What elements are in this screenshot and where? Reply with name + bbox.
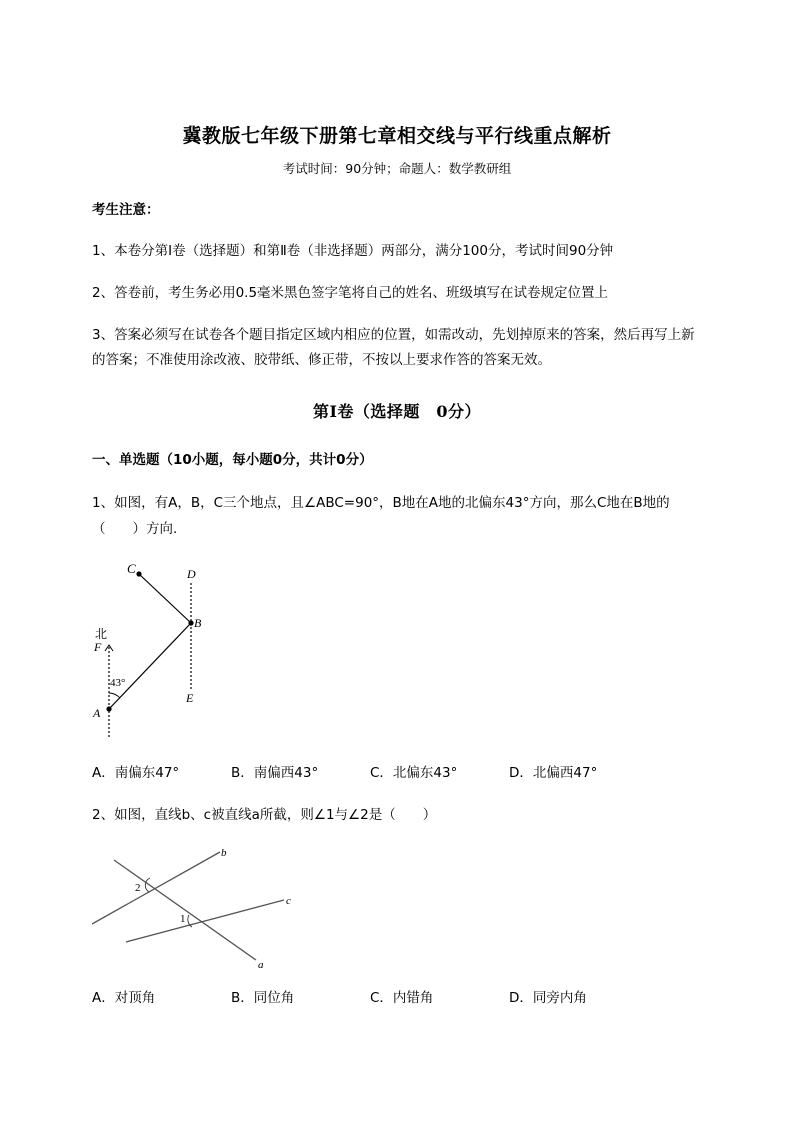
label-a: a <box>258 959 264 970</box>
line-c <box>126 900 284 942</box>
label-e: E <box>186 691 194 705</box>
label-c: c <box>286 895 291 907</box>
label-1: 1 <box>180 913 186 925</box>
segment-ab <box>109 623 191 709</box>
page-title: 冀教版七年级下册第七章相交线与平行线重点解析 <box>182 125 612 147</box>
label-b: B <box>194 616 202 630</box>
notice-item-2: 2、答卷前，考生务必用0.5毫米黑色签字笔将自己的姓名、班级填写在试卷规定位置上 <box>92 285 609 301</box>
q1-option-d[interactable]: D．北偏西47° <box>509 765 598 781</box>
segment-cb <box>139 574 191 623</box>
notice-item-3-continued: 的答案；不准使用涂改液、胶带纸、修正带，不按以上要求作答的答案无效。 <box>92 352 551 368</box>
label-2: 2 <box>135 882 141 894</box>
question-2-figure <box>88 840 303 970</box>
exam-info: 考试时间：90分钟；命题人：数学教研组 <box>282 161 512 176</box>
point-a <box>106 706 111 711</box>
section-title: 第I卷（选择题 0分） <box>312 402 482 421</box>
label-d: D <box>187 567 196 581</box>
q1-option-c[interactable]: C．北偏东43° <box>370 765 458 781</box>
label-north: 北 <box>95 627 108 641</box>
question-1-figure <box>85 555 225 740</box>
label-b: b <box>221 847 227 859</box>
label-c: C <box>127 561 136 576</box>
q2-option-d[interactable]: D．同旁内角 <box>509 990 587 1006</box>
q2-option-b[interactable]: B．同位角 <box>231 990 295 1006</box>
notice-heading: 考生注意： <box>92 202 160 218</box>
label-f: F <box>94 640 102 654</box>
label-a: A <box>93 706 101 720</box>
label-angle-43: 43° <box>110 677 126 689</box>
q2-option-a[interactable]: A．对顶角 <box>92 990 156 1006</box>
notice-item-1: 1、本卷分第I卷（选择题）和第Ⅱ卷（非选择题）两部分，满分100分，考试时间90分钟 <box>92 243 614 259</box>
question-1-text-continued: （ ）方向. <box>92 521 178 537</box>
question-2-text: 2、如图，直线b、c被直线a所截，则∠1与∠2是（ ） <box>92 807 437 823</box>
line-a <box>114 860 256 960</box>
angle-arc <box>109 693 120 698</box>
question-1-text: 1、如图，有A，B，C三个地点，且∠ABC=90°，B地在A地的北偏东43°方向，那么C地在B地的 <box>92 495 670 511</box>
part-heading: 一、单选题（10小题，每小题0分，共计0分） <box>92 452 373 468</box>
notice-item-3: 3、答案必须写在试卷各个题目指定区域内相应的位置，如需改动，先划掉原来的答案，然后再写上新 <box>92 327 695 343</box>
point-b <box>188 620 193 625</box>
point-c <box>136 571 141 576</box>
q1-option-b[interactable]: B．南偏西43° <box>231 765 319 781</box>
q1-option-a[interactable]: A．南偏东47° <box>92 765 180 781</box>
line-b <box>92 852 220 924</box>
q2-option-c[interactable]: C．内错角 <box>370 990 434 1006</box>
